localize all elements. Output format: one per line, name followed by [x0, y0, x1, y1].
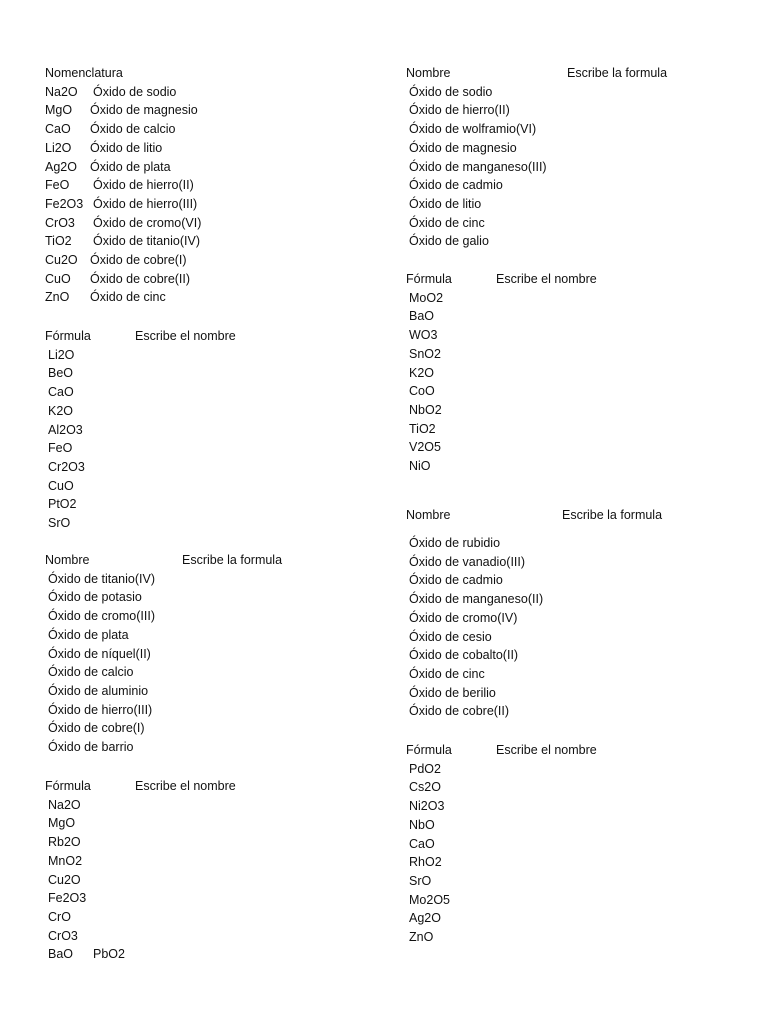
formula-cell: FeO: [45, 178, 70, 193]
name-cell: Óxido de calcio: [90, 122, 176, 137]
section-heading-escribe-nombre: Escribe el nombre: [135, 329, 236, 343]
formula-item: Li2O: [48, 347, 75, 362]
formula-item: NiO: [409, 459, 431, 473]
name-cell: Óxido de sodio: [93, 84, 177, 99]
name-cell: Óxido de hierro(III): [93, 196, 198, 211]
section-heading-nombre: Nombre: [406, 66, 451, 80]
formula-item: CaO: [48, 385, 74, 400]
section-heading-escribe-formula: Escribe la formula: [562, 508, 663, 522]
formula-item: NbO: [409, 817, 435, 832]
name-item: Óxido de cinc: [409, 666, 485, 681]
name-item: Óxido de manganeso(II): [409, 592, 544, 607]
formula-item: SnO2: [409, 346, 441, 361]
name-item: Óxido de plata: [48, 627, 129, 642]
name-item: Óxido de cinc: [409, 215, 485, 230]
name-cell: Óxido de cinc: [90, 290, 166, 305]
name-item: Óxido de berilio: [409, 685, 496, 700]
name-item: Óxido de cadmio: [409, 573, 503, 588]
section-heading-escribe-formula: Escribe la formula: [567, 66, 668, 80]
name-item: Óxido de cobalto(II): [409, 648, 519, 663]
section-heading-nombre: Nombre: [406, 508, 451, 522]
formula-item: Na2O: [48, 797, 81, 812]
section-heading-escribe-nombre: Escribe el nombre: [135, 779, 236, 793]
name-item: Óxido de litio: [409, 196, 482, 211]
name-item: Óxido de rubidio: [409, 536, 501, 550]
section-heading-formula: Fórmula: [45, 329, 91, 343]
formula-item: Ni2O3: [409, 799, 445, 814]
name-cell: Óxido de magnesio: [90, 103, 198, 118]
formula-cell: CrO3: [45, 215, 75, 230]
name-cell: Óxido de cobre(II): [90, 271, 191, 286]
formula-item: Cr2O3: [48, 459, 85, 474]
formula-item: Rb2O: [48, 835, 81, 850]
formula-cell: TiO2: [45, 234, 72, 249]
formula-item: Fe2O3: [48, 891, 87, 906]
section-heading-nombre: Nombre: [45, 553, 90, 567]
name-item: Óxido de hierro(II): [409, 103, 510, 118]
formula-item: K2O: [48, 403, 74, 418]
formula-cell: MgO: [45, 103, 73, 118]
formula-item: BaO: [409, 309, 435, 324]
formula-item: MgO: [48, 816, 76, 831]
formula-item: SrO: [48, 516, 71, 530]
formula-item: Al2O3: [48, 422, 83, 437]
formula-item: NbO2: [409, 402, 442, 417]
formula-cell: Fe2O3: [45, 196, 84, 211]
section-heading-escribe-formula: Escribe la formula: [182, 553, 283, 567]
name-cell: Óxido de cobre(I): [90, 253, 187, 267]
formula-item: CrO3: [48, 928, 78, 943]
name-cell: Óxido de cromo(VI): [93, 215, 202, 230]
name-item: Óxido de manganeso(III): [409, 159, 547, 174]
formula-item: BeO: [48, 366, 74, 381]
name-item: Óxido de cromo(IV): [409, 610, 518, 625]
name-item: Óxido de galio: [409, 234, 489, 249]
formula-item: MoO2: [409, 290, 444, 305]
name-item: Óxido de titanio(IV): [48, 571, 155, 586]
name-item: Óxido de magnesio: [409, 140, 517, 155]
formula-item: Cs2O: [409, 780, 441, 795]
formula-item: ZnO: [409, 930, 434, 944]
name-item: Óxido de hierro(III): [48, 702, 153, 717]
section-heading-escribe-nombre: Escribe el nombre: [496, 272, 597, 286]
formula-item: CrO: [48, 909, 71, 924]
formula-item: CaO: [409, 836, 435, 851]
formula-item: WO3: [409, 328, 438, 343]
formula-cell: Na2O: [45, 84, 78, 99]
section-heading-formula: Fórmula: [45, 779, 91, 793]
section-heading-escribe-nombre: Escribe el nombre: [496, 743, 597, 757]
name-item: Óxido de cadmio: [409, 178, 503, 193]
formula-cell: ZnO: [45, 290, 70, 305]
formula-item: V2O5: [409, 440, 441, 455]
name-cell: Óxido de plata: [90, 159, 171, 174]
name-item: Óxido de cobre(I): [48, 721, 145, 736]
formula-item: RhO2: [409, 855, 442, 870]
name-item: Óxido de vanadio(III): [409, 554, 526, 569]
formula-item: TiO2: [409, 421, 436, 436]
formula-item-extra: PbO2: [93, 947, 125, 962]
formula-cell: Li2O: [45, 140, 72, 155]
formula-item: K2O: [409, 365, 435, 380]
name-item: Óxido de cesio: [409, 629, 492, 644]
name-item: Óxido de wolframio(VI): [409, 122, 537, 137]
formula-item: CoO: [409, 384, 435, 399]
formula-cell: CaO: [45, 122, 71, 137]
formula-item: CuO: [48, 478, 74, 493]
section-heading-formula: Fórmula: [406, 743, 452, 757]
formula-item: FeO: [48, 441, 73, 456]
section-heading-formula: Fórmula: [406, 272, 452, 286]
formula-cell: CuO: [45, 271, 71, 286]
name-cell: Óxido de titanio(IV): [93, 234, 200, 249]
name-item: Óxido de sodio: [409, 84, 493, 99]
name-item: Óxido de potasio: [48, 590, 142, 605]
name-item: Óxido de cobre(II): [409, 704, 510, 719]
name-item: Óxido de barrio: [48, 740, 134, 754]
name-item: Óxido de aluminio: [48, 683, 149, 698]
name-item: Óxido de cromo(III): [48, 609, 155, 624]
formula-cell: Ag2O: [45, 159, 77, 174]
formula-item: BaO: [48, 947, 74, 962]
formula-item: PtO2: [48, 497, 77, 512]
name-cell: Óxido de hierro(II): [93, 178, 194, 193]
formula-item: Mo2O5: [409, 892, 450, 907]
formula-item: PdO2: [409, 761, 441, 776]
section-heading-nomenclatura: Nomenclatura: [45, 66, 123, 80]
name-item: Óxido de calcio: [48, 665, 134, 680]
formula-item: Cu2O: [48, 872, 81, 887]
formula-item: MnO2: [48, 853, 83, 868]
formula-item: Ag2O: [409, 911, 441, 926]
name-item: Óxido de níquel(II): [48, 646, 151, 661]
formula-item: SrO: [409, 873, 432, 888]
formula-cell: Cu2O: [45, 253, 78, 267]
name-cell: Óxido de litio: [90, 140, 163, 155]
